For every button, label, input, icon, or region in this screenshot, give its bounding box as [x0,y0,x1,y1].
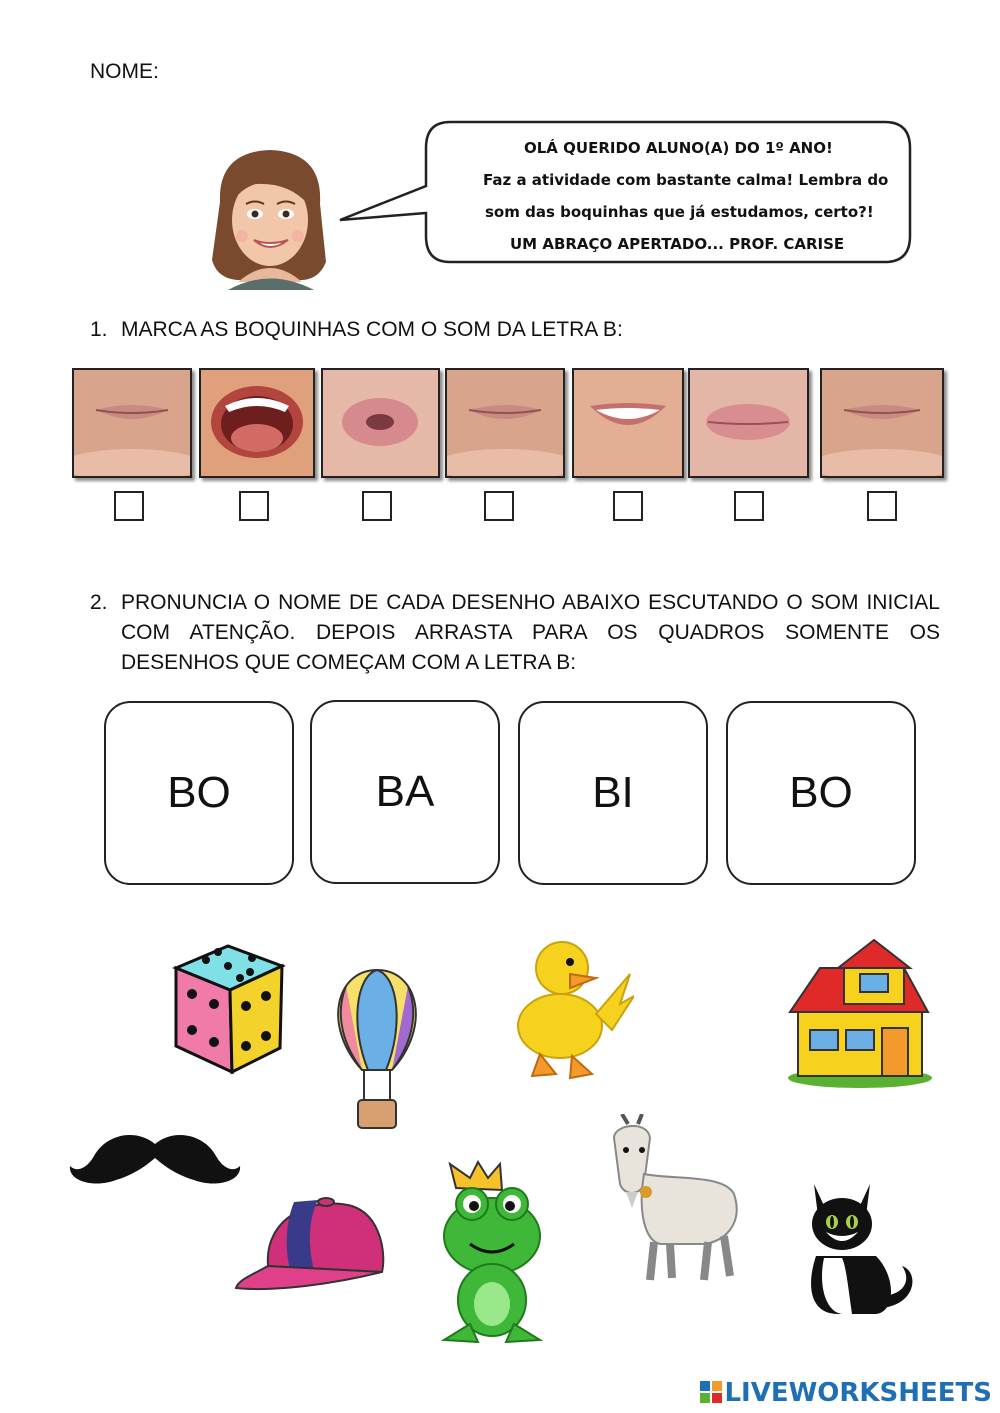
bubble-line: UM ABRAÇO APERTADO... PROF. CARISE [510,235,845,253]
drop-box-bo[interactable]: BO [104,701,294,885]
mouth-checkbox[interactable] [734,491,764,521]
rounded-lips-icon [321,368,440,478]
mouth-checkbox[interactable] [114,491,144,521]
closed-lips-icon [445,368,565,478]
question-text: MARCA AS BOQUINHAS COM O SOM DA LETRA B: [121,318,623,341]
mouth-checkbox[interactable] [484,491,514,521]
question-number: 1. [90,318,108,341]
bubble-line: Faz a atividade com bastante calma! Lembra do [483,171,889,189]
bubble-line: som das boquinhas que já estudamos, certo?! [485,203,874,221]
closed-lips-icon [820,368,944,478]
closed-lips-icon [72,368,192,478]
house-icon[interactable] [786,938,932,1088]
drop-box-bi[interactable]: BI [518,701,708,885]
question-1 [90,315,790,345]
mouth-checkbox[interactable] [613,491,643,521]
drop-box-ba[interactable]: BA [310,700,500,884]
bubble-message [440,132,910,260]
question-number: 2. [90,591,108,614]
duck-icon[interactable] [500,934,634,1082]
hot-air-balloon-icon[interactable] [326,966,428,1134]
question-2 [90,588,940,678]
mouth-checkbox[interactable] [239,491,269,521]
mouth-checkbox[interactable] [867,491,897,521]
teacher-avatar-icon [198,142,343,290]
bubble-line: OLÁ QUERIDO ALUNO(A) DO 1º ANO! [524,139,833,157]
smile-teeth-icon [572,368,684,478]
cat-icon[interactable] [796,1176,918,1318]
drop-box-bo[interactable]: BO [726,701,916,885]
frog-icon[interactable] [440,1160,544,1346]
open-mouth-icon [199,368,315,478]
pursed-lips-icon [688,368,809,478]
cap-icon[interactable] [234,1196,386,1294]
liveworksheets-logo-icon [700,1381,722,1403]
goat-icon[interactable] [604,1114,746,1284]
mustache-icon[interactable] [66,1130,244,1188]
dice-icon[interactable] [166,938,288,1078]
name-label: NOME: [90,60,159,83]
question-text: PRONUNCIA O NOME DE CADA DESENHO ABAIXO ESCUTANDO O SOM INICIAL COM ATENÇÃO. DEPOIS ARRASTA PARA OS QUADROS SOMENTE OS DESENHOS QUE COMEÇAM COM A LETRA B: [121,591,940,674]
brand-name: LIVEWORKSHEETS [724,1378,992,1408]
mouth-checkbox[interactable] [362,491,392,521]
